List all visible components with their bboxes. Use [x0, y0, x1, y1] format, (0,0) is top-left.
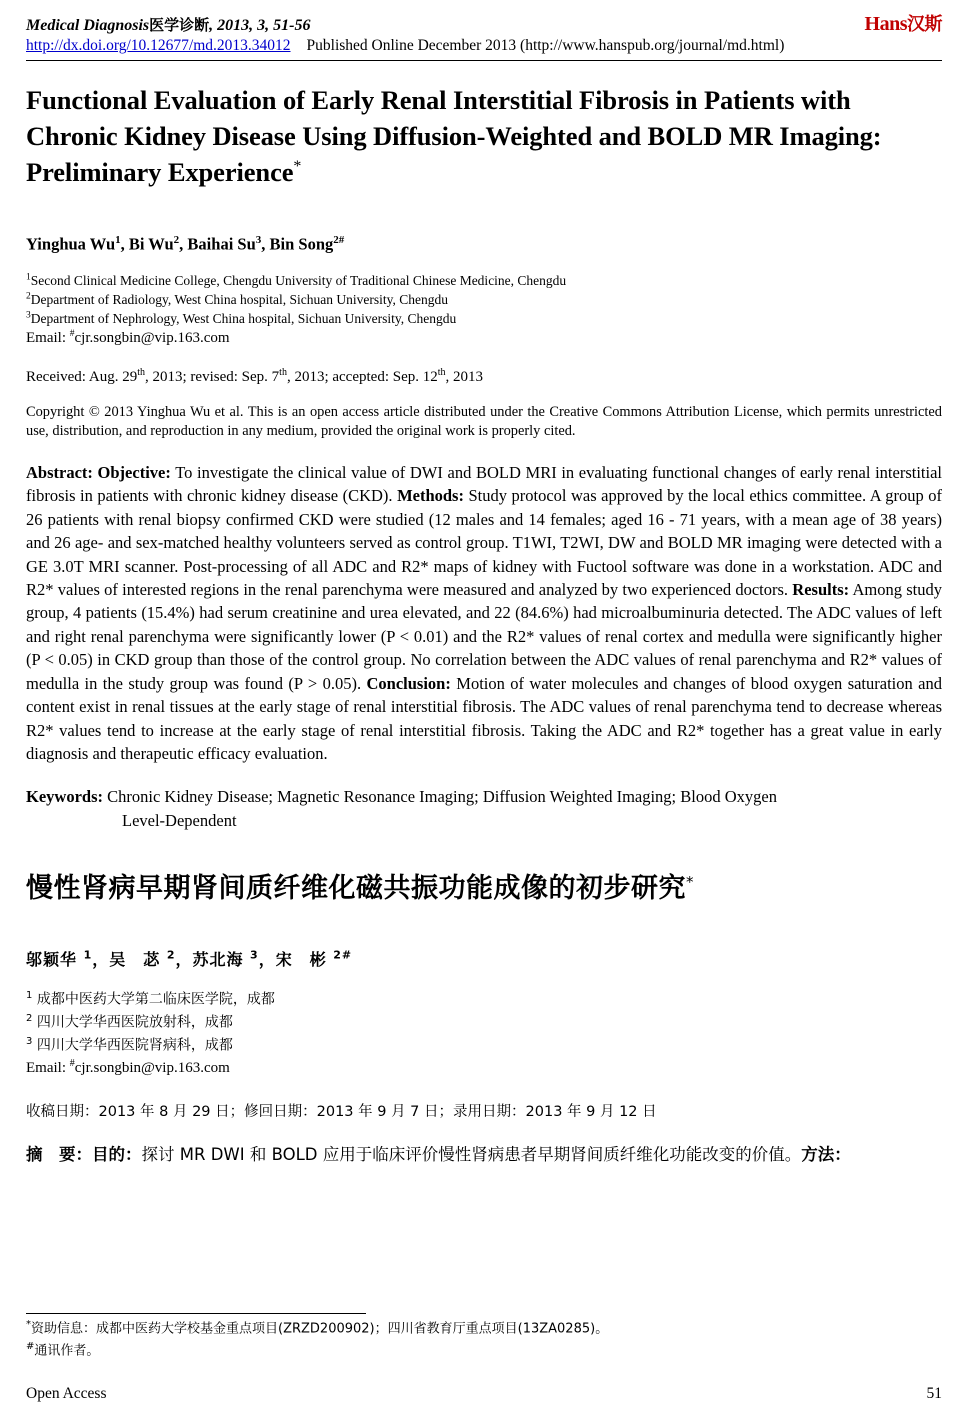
doi-link[interactable]: http://dx.doi.org/10.12677/md.2013.34012 [26, 37, 291, 54]
footnote-marker-2: # [26, 1341, 35, 1353]
chinese-contact-email-line [26, 1056, 942, 1080]
abstract-methods-text: Study protocol was approved by the local ethics committee. A group of 26 patients with renal biopsy confirmed CKD were studied (12 males and 14 females; aged 16 - 71 years, with a mean age of 38 years) and 26 age- and sex-matched healthy volunteers served as control group. T1WI, T2WI, DW and BOLD MR imaging were detected with a GE 3.0T MRI scanner. Post-processing of all ADC and R2* maps of kidney with Fuctool software was done in a workstation. ADC and R2* values of interested regions in the renal parenchyma were measured and analyzed by two experienced doctors. [26, 486, 942, 599]
footnote-line-1 [26, 1317, 942, 1339]
copyright-notice: Copyright © 2013 Yinghua Wu et al. This is an open access article distributed under the Creative Commons Attribution License, which permits unrestricted use, distribution, and reproduction in any medium, provided the original work is properly cited. [26, 403, 942, 439]
page-title [26, 83, 942, 190]
open-access-label: Open Access [26, 1385, 107, 1402]
abstract-methods-label: Methods: [397, 486, 464, 506]
chinese-title-text: 慢性肾病早期肾间质纤维化磁共振功能成像的初步研究 [26, 873, 686, 905]
chinese-email-address: cjr.songbin@vip.163.com [74, 1060, 230, 1077]
author-name: Bin Song [269, 234, 334, 254]
affiliation-block [26, 271, 942, 350]
doi-line [26, 37, 942, 55]
footnote-marker-1: * [26, 1319, 31, 1331]
chinese-affiliation-marker: 2 [26, 1012, 33, 1024]
title-footnote-marker: * [293, 157, 302, 175]
author-list: Yinghua Wu$^1$, Bi Wu$^2$, Baihai Su$^3$, Bin Song$^{2\#}$ [26, 234, 345, 254]
email-address: cjr.songbin@vip.163.com [74, 330, 230, 347]
abstract-objective-text: To investigate the clinical value of DWI and BOLD MRI in evaluating functional changes of early renal interstitial fibrosis in patients with chronic kidney disease (CKD). [26, 462, 942, 506]
journal-header [26, 10, 942, 36]
journal-title-en: Medical Diagnosis [26, 17, 150, 34]
affiliation-marker: 3 [26, 310, 31, 321]
chinese-affiliation-block [26, 988, 942, 1079]
journal-title-line [26, 14, 310, 35]
footnote-divider [26, 1313, 366, 1314]
keywords-section [26, 785, 942, 832]
affiliation-text: Second Clinical Medicine College, Chengdu University of Traditional Chinese Medicine, Chengdu [30, 272, 567, 288]
abstract-results-label: Results: [792, 579, 850, 599]
keywords-label: Keywords: [26, 787, 103, 807]
page-footer [26, 1385, 942, 1403]
affiliation-item [26, 309, 942, 328]
abstract-results-text: Among study group, 4 patients (15.4%) had serum creatinine and urea elevated, and 22 (84.6%) had microalbuminuria detected. The ADC values of left and right renal parenchyma were significantly lower (P < 0.01) and the R2* values of renal cortex and medulla were significantly higher (P < 0.05) in CKD group than those of the control group. No correlation between the ADC values of renal parenchyma and R2* values of medulla in the study group was found (P > 0.05). [26, 579, 942, 693]
chinese-affiliation-item [26, 1011, 942, 1034]
chinese-affiliation-item [26, 988, 942, 1011]
author-name: Baihai Su [187, 234, 256, 254]
journal-citation: , 2013, 3, 51-56 [209, 17, 311, 34]
author-name: Bi Wu [128, 234, 174, 254]
chinese-abstract-label: 摘 要： [26, 1144, 92, 1164]
abstract-label: Abstract: [26, 462, 93, 482]
contact-email-line [26, 328, 942, 349]
email-label: Email: [26, 330, 70, 347]
author-name: Yinghua Wu [26, 234, 116, 254]
affiliation-text: Department of Radiology, West China hospital, Sichuan University, Chengdu [30, 291, 448, 307]
chinese-dates: 收稿日期：2013 年 8 月 29 日；修回日期：2013 年 9 月 7 日；录用日期：2013 年 9 月 12 日 [26, 1103, 657, 1120]
chinese-email-marker: # [69, 1058, 75, 1070]
affiliation-marker: 1 [26, 272, 31, 283]
affiliation-text: Department of Nephrology, West China hospital, Sichuan University, Chengdu [30, 311, 457, 327]
abstract-conclusion-text: Motion of water molecules and changes of blood oxygen saturation and content exist in renal tissues at the early stage of renal interstitial fibrosis. The ADC values of renal parenchyma tend to decrease whereas R2* values tend to increase at the early stage of renal interstitial fibrosis. Taking the ADC and R2* together has a great value in early diagnosis and therapeutic efficacy evaluation. [26, 673, 942, 763]
chinese-affiliation-text: 四川大学华西医院放射科，成都 [32, 1014, 233, 1031]
abstract-section [26, 461, 942, 765]
chinese-abstract-objective-label: 目的： [92, 1144, 142, 1164]
abstract-conclusion-label: Conclusion: [366, 673, 451, 693]
header-divider [26, 60, 942, 61]
publisher-logo-en: Hans [864, 13, 907, 35]
author-affil-marker: 1 [115, 234, 121, 247]
chinese-title-footnote-marker: * [686, 873, 694, 892]
affiliation-item [26, 290, 942, 309]
publisher-logo [865, 10, 942, 36]
chinese-abstract-methods-label: 方法： [801, 1144, 851, 1164]
chinese-author-list: 邬颖华 $^1$，吴 苾 $^2$，苏北海 $^3$，宋 彬 $^{2\#}$ [26, 948, 353, 970]
abstract-objective-label: Objective: [97, 462, 171, 482]
footnote-text-2: 通讯作者。 [34, 1343, 100, 1359]
paper-title-text: Functional Evaluation of Early Renal Interstitial Fibrosis in Patients with Chronic Kidney Disease Using Diffusion-Weighted and BOLD MR Imaging: Preliminary Experience [26, 85, 882, 187]
chinese-affiliation-marker: 3 [26, 1035, 33, 1047]
author-affil-marker: 2 [173, 234, 180, 247]
chinese-abstract [26, 1143, 942, 1168]
footnote-block [26, 1313, 942, 1361]
chinese-affiliation-text: 成都中医药大学第二临床医学院，成都 [32, 991, 275, 1008]
published-online-text: Published Online December 2013 (http://www.hanspub.org/journal/md.html) [306, 37, 785, 54]
chinese-abstract-text: 探讨 MR DWI 和 BOLD 应用于临床评价慢性肾病患者早期肾间质纤维化功能改变的价值。 [141, 1144, 802, 1164]
chinese-affiliation-marker: 1 [26, 990, 33, 1002]
chinese-affiliation-text: 四川大学华西医院肾病科，成都 [32, 1037, 233, 1054]
journal-title-cn: 医学诊断 [149, 16, 210, 34]
affiliation-item [26, 271, 942, 290]
keywords-line-1: Chronic Kidney Disease; Magnetic Resonance Imaging; Diffusion Weighted Imaging; Blood Oxygen [103, 787, 777, 807]
chinese-affiliation-item [26, 1034, 942, 1057]
chinese-email-label: Email: [26, 1060, 70, 1077]
email-marker: # [69, 329, 75, 340]
keywords-line-2: Level-Dependent [122, 810, 237, 830]
affiliation-marker: 2 [26, 291, 31, 302]
footnote-text-1: 资助信息：成都中医药大学校基金重点项目(ZRZD200902)；四川省教育厅重点项目(13ZA0285)。 [31, 1321, 609, 1337]
author-affil-marker: 2# [333, 234, 345, 247]
received-dates: Received: Aug. 29th, 2013; revised: Sep. 7th, 2013; accepted: Sep. 12th, 2013 [26, 366, 484, 385]
page-number: 51 [926, 1385, 942, 1402]
author-affil-marker: 3 [255, 234, 262, 247]
footnote-line-2 [26, 1339, 942, 1361]
publisher-logo-cn: 汉斯 [907, 14, 942, 35]
chinese-title [26, 866, 942, 905]
